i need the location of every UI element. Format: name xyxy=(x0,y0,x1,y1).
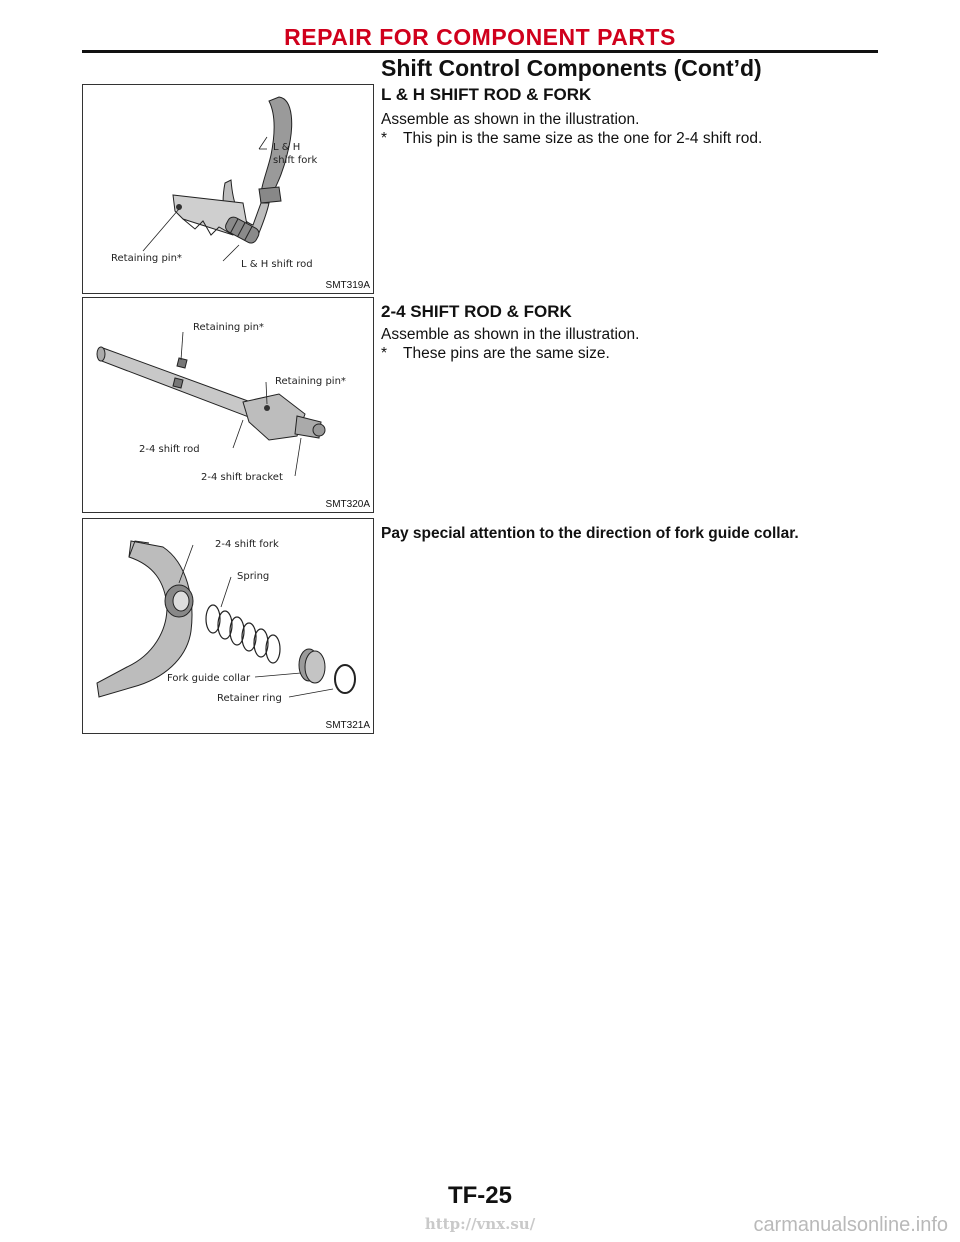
figure-code: SMT321A xyxy=(325,720,370,731)
figure-code: SMT319A xyxy=(325,280,370,291)
heading-24-shift-rod-fork: 2-4 SHIFT ROD & FORK xyxy=(381,302,572,321)
body-text: Assemble as shown in the illustration. xyxy=(381,111,640,128)
figure-lh-shift-rod-fork xyxy=(82,84,374,294)
section-title: REPAIR FOR COMPONENT PARTS xyxy=(284,24,676,50)
note-text: These pins are the same size. xyxy=(403,345,610,362)
label-pin-top: Retaining pin* xyxy=(193,322,264,333)
figure-code: SMT320A xyxy=(325,499,370,510)
label-retainer-ring: Retainer ring xyxy=(217,693,282,704)
note xyxy=(381,345,610,363)
label-fork-guide-collar: Fork guide collar xyxy=(167,673,251,684)
rod-24-illustration xyxy=(83,298,373,512)
label-lh-fork-2: shift fork xyxy=(273,155,318,166)
label-24-bracket: 2-4 shift bracket xyxy=(201,472,283,483)
label-24-rod: 2-4 shift rod xyxy=(139,444,200,455)
heading-lh-shift-rod-fork: L & H SHIFT ROD & FORK xyxy=(381,85,592,104)
header-rule xyxy=(82,50,878,53)
page-number: TF-25 xyxy=(447,1182,512,1209)
note-marker: * xyxy=(381,130,388,147)
note-text: This pin is the same size as the one for 2-4 shift rod. xyxy=(403,130,763,147)
body-text: Assemble as shown in the illustration. xyxy=(381,326,640,343)
footer-url[interactable]: http://vnx.su/ xyxy=(424,1215,536,1233)
fork-collar-illustration xyxy=(83,519,373,733)
note xyxy=(381,130,762,148)
figure-24-shift-rod-fork xyxy=(82,297,374,513)
lh-fork-illustration xyxy=(83,85,373,293)
label-retaining-pin: Retaining pin* xyxy=(111,253,182,264)
caution-text: Pay special attention to the direction of fork guide collar. xyxy=(381,525,799,542)
figure-fork-guide-collar xyxy=(82,518,374,734)
label-spring: Spring xyxy=(237,571,270,582)
label-pin-right: Retaining pin* xyxy=(275,376,346,387)
label-24-fork: 2-4 shift fork xyxy=(215,539,279,550)
note-marker: * xyxy=(381,345,388,362)
label-lh-fork-1: L & H xyxy=(273,142,301,153)
watermark: carmanualsonline.info xyxy=(753,1214,948,1236)
page-subtitle: Shift Control Components (Cont’d) xyxy=(381,55,762,81)
label-lh-rod: L & H shift rod xyxy=(241,259,313,270)
